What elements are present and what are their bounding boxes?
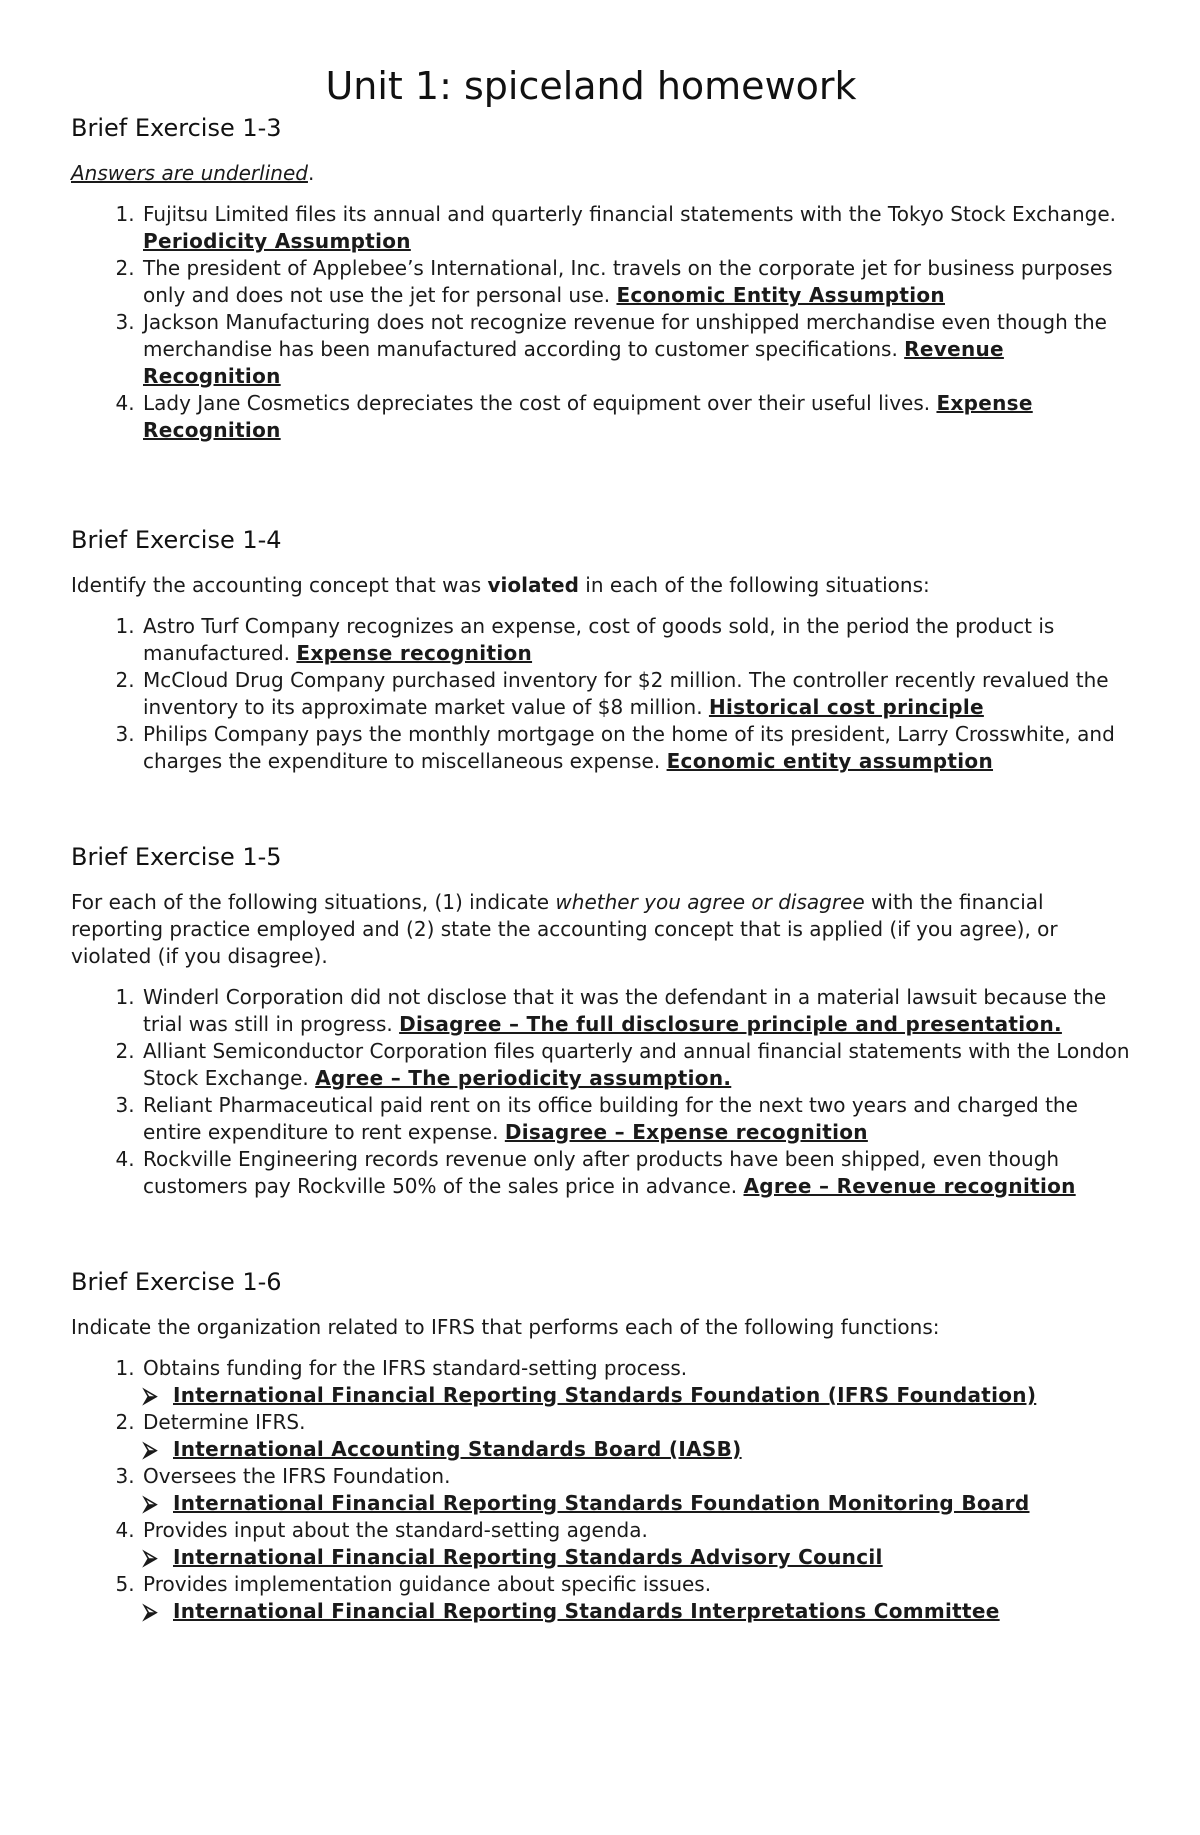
question-text: Fujitsu Limited files its annual and quarterly financial statements with the Tokyo Stock Exchange.	[143, 202, 1117, 226]
list-item	[141, 1355, 1141, 1409]
section-intro: Indicate the organization related to IFRS that performs each of the following functions:	[71, 1315, 940, 1339]
answer-text: International Financial Reporting Standards Foundation (IFRS Foundation)	[173, 1383, 1037, 1407]
question-list	[71, 613, 1141, 775]
list-item	[141, 309, 1141, 390]
section-heading: Brief Exercise 1-5	[71, 843, 282, 871]
intro-italic: Answers are underlined	[71, 161, 308, 185]
sub-answer	[143, 1544, 1141, 1571]
question-text: Winderl Corporation did not disclose that it was the defendant in a material lawsuit because the trial was still in progress.	[143, 985, 1107, 1036]
list-item	[141, 721, 1141, 775]
answer-text: Agree – Revenue recognition	[743, 1174, 1076, 1198]
list-item	[141, 1146, 1141, 1200]
question-text: Determine IFRS.	[143, 1410, 306, 1434]
arrow-bullet-icon: ⮚	[143, 1599, 158, 1623]
intro-text: For each of the following situations, (1) indicate	[71, 890, 556, 914]
list-item	[141, 201, 1141, 255]
sub-answer	[143, 1490, 1141, 1517]
answer-text: International Financial Reporting Standards Interpretations Committee	[173, 1599, 1000, 1623]
arrow-bullet-icon: ⮚	[143, 1491, 158, 1515]
answer-text: International Financial Reporting Standards Foundation Monitoring Board	[173, 1491, 1030, 1515]
list-item	[141, 667, 1141, 721]
list-item	[141, 1092, 1141, 1146]
section-heading: Brief Exercise 1-6	[71, 1268, 282, 1296]
list-item	[141, 1517, 1141, 1571]
question-text: Provides implementation guidance about specific issues.	[143, 1572, 712, 1596]
answer-text: International Financial Reporting Standards Advisory Council	[173, 1545, 883, 1569]
sub-answer	[143, 1382, 1141, 1409]
list-item	[141, 1409, 1141, 1463]
intro-bold: violated	[487, 573, 579, 597]
document-title: Unit 1: spiceland homework	[325, 64, 857, 108]
section-be-1-4	[71, 522, 1141, 775]
answer-text: Revenue Recognition	[143, 337, 1004, 388]
sub-answer	[143, 1436, 1141, 1463]
list-item	[141, 613, 1141, 667]
section-be-1-5	[71, 839, 1141, 1200]
section-be-1-6	[71, 1264, 1141, 1625]
arrow-bullet-icon: ⮚	[143, 1545, 158, 1569]
question-text: Obtains funding for the IFRS standard-setting process.	[143, 1356, 688, 1380]
list-item	[141, 1038, 1141, 1092]
answer-text: Disagree – Expense recognition	[504, 1120, 868, 1144]
question-text: Oversees the IFRS Foundation.	[143, 1464, 451, 1488]
intro-text: in each of the following situations:	[578, 573, 930, 597]
answer-text: Economic entity assumption	[666, 749, 994, 773]
list-item	[141, 984, 1141, 1038]
question-text: Reliant Pharmaceutical paid rent on its office building for the next two years and charged the entire expenditure to rent expense.	[143, 1093, 1078, 1144]
document-page	[71, 62, 1141, 1625]
arrow-bullet-icon: ⮚	[143, 1383, 158, 1407]
answer-text: Disagree – The full disclosure principle and presentation.	[399, 1012, 1062, 1036]
question-text: Alliant Semiconductor Corporation files quarterly and annual financial statements with the London Stock Exchange.	[143, 1039, 1130, 1090]
answer-text: Periodicity Assumption	[143, 229, 411, 253]
list-item	[141, 390, 1141, 444]
question-text: The president of Applebee’s International, Inc. travels on the corporate jet for business purposes only and does not use the jet for personal use.	[143, 256, 1113, 307]
question-text: McCloud Drug Company purchased inventory for $2 million. The controller recently revalued the inventory to its approximate market value of $8 million.	[143, 668, 1109, 719]
answer-text: Historical cost principle	[708, 695, 984, 719]
answer-text: Agree – The periodicity assumption.	[315, 1066, 732, 1090]
question-text: Philips Company pays the monthly mortgage on the home of its president, Larry Crosswhite, and charges the expenditure to miscellaneous expense.	[143, 722, 1115, 773]
answer-text: Expense recognition	[296, 641, 533, 665]
arrow-bullet-icon: ⮚	[143, 1437, 158, 1461]
section-intro	[71, 889, 1141, 970]
question-list	[71, 201, 1141, 444]
question-text: Jackson Manufacturing does not recognize revenue for unshipped merchandise even though the merchandise has been manufactured according to customer specifications.	[143, 310, 1107, 361]
list-item	[141, 255, 1141, 309]
question-list	[71, 1355, 1141, 1625]
question-list	[71, 984, 1141, 1200]
question-text: Astro Turf Company recognizes an expense, cost of goods sold, in the period the product is manufactured.	[143, 614, 1055, 665]
answer-text: Economic Entity Assumption	[616, 283, 945, 307]
section-intro	[71, 160, 1141, 187]
section-be-1-3	[71, 110, 1141, 444]
intro-end: .	[307, 161, 315, 185]
question-text: Lady Jane Cosmetics depreciates the cost of equipment over their useful lives.	[143, 391, 937, 415]
answer-text: Expense Recognition	[143, 391, 1033, 442]
answer-text: International Accounting Standards Board (IASB)	[173, 1437, 742, 1461]
question-text: Rockville Engineering records revenue only after products have been shipped, even though customers pay Rockville 50% of the sales price in advance.	[143, 1147, 1060, 1198]
sub-answer	[143, 1598, 1141, 1625]
list-item	[141, 1463, 1141, 1517]
list-item	[141, 1571, 1141, 1625]
question-text: Provides input about the standard-setting agenda.	[143, 1518, 648, 1542]
section-heading: Brief Exercise 1-3	[71, 114, 282, 142]
section-intro	[71, 572, 1141, 599]
intro-text: Identify the accounting concept that was	[71, 573, 488, 597]
section-heading: Brief Exercise 1-4	[71, 526, 282, 554]
intro-italic: whether you agree or disagree	[555, 890, 865, 914]
intro-text: with the financial reporting practice employed and (2) state the accounting concept that is applied (if you agree), or violated (if you disagree).	[71, 890, 1058, 968]
